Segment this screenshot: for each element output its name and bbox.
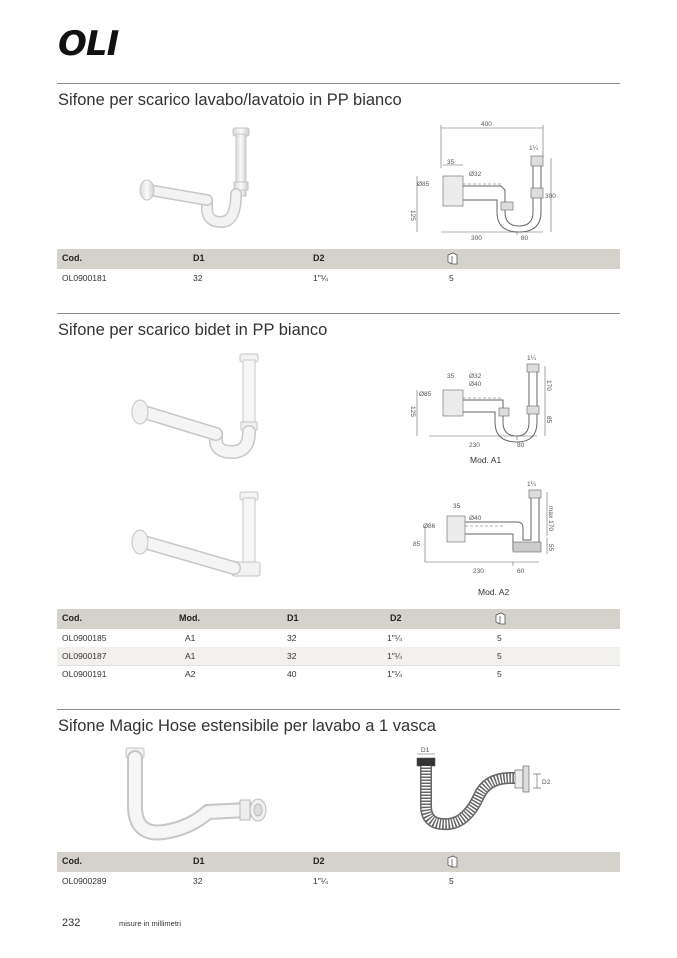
table-row xyxy=(57,647,620,666)
column-header-d1: D1 xyxy=(193,856,205,866)
svg-text:D1: D1 xyxy=(421,747,430,754)
column-header-d2: D2 xyxy=(313,856,325,866)
technical-drawing-bidet-a1 xyxy=(405,350,565,452)
svg-text:80: 80 xyxy=(521,235,529,242)
column-header-cod: Cod. xyxy=(62,613,82,623)
section-divider xyxy=(57,709,620,710)
cell-pack: 5 xyxy=(497,651,502,661)
cell-pack: 5 xyxy=(497,669,502,679)
svg-text:Ø40: Ø40 xyxy=(469,515,482,522)
pack-quantity-icon xyxy=(495,612,506,625)
svg-text:125: 125 xyxy=(409,210,416,221)
pack-quantity-icon xyxy=(447,252,458,265)
section-title: Sifone per scarico lavabo/lavatoio in PP bianco xyxy=(58,91,402,109)
svg-text:Ø85: Ø85 xyxy=(417,181,430,188)
product-image-bidet-trap-a1 xyxy=(128,352,268,460)
cell-d2: 1"¼ xyxy=(387,633,402,643)
section-title: Sifone Magic Hose estensibile per lavabo a 1 vasca xyxy=(58,717,436,735)
units-note: misure in millimetri xyxy=(119,919,182,928)
svg-text:Ø40: Ø40 xyxy=(469,381,482,388)
cell-d1: 40 xyxy=(287,669,297,679)
page-number: 232 xyxy=(62,917,81,929)
svg-text:55: 55 xyxy=(547,544,554,552)
product-image-washbasin-trap xyxy=(135,124,265,236)
cell-mod: A2 xyxy=(185,669,196,679)
svg-text:35: 35 xyxy=(447,373,455,380)
drawing-caption-a2: Mod. A2 xyxy=(478,587,510,597)
svg-text:Ø85: Ø85 xyxy=(419,391,432,398)
cell-d2: 1"¼ xyxy=(313,273,328,283)
cell-d1: 32 xyxy=(193,273,203,283)
svg-text:D2: D2 xyxy=(542,779,551,786)
svg-text:1¼: 1¼ xyxy=(529,145,539,152)
svg-text:Ø32: Ø32 xyxy=(469,171,482,178)
table-header xyxy=(57,609,620,629)
table-header xyxy=(57,852,620,872)
svg-text:125: 125 xyxy=(409,406,416,417)
column-header-d2: D2 xyxy=(313,253,325,263)
product-image-bidet-trap-a2 xyxy=(128,490,268,585)
column-header-cod: Cod. xyxy=(62,856,82,866)
brand-logo: OLI xyxy=(58,24,119,64)
table-row xyxy=(57,269,620,287)
column-header-d1: D1 xyxy=(193,253,205,263)
column-header-d1: D1 xyxy=(287,613,299,623)
cell-pack: 5 xyxy=(497,633,502,643)
cell-cod: OL0900289 xyxy=(62,876,107,886)
svg-text:230: 230 xyxy=(469,442,480,449)
pack-quantity-icon xyxy=(447,855,458,868)
table-row xyxy=(57,665,620,683)
svg-text:35: 35 xyxy=(453,503,461,510)
cell-cod: OL0900191 xyxy=(62,669,107,679)
cell-d1: 32 xyxy=(287,633,297,643)
svg-text:300: 300 xyxy=(471,235,482,242)
table-row xyxy=(57,629,620,648)
cell-cod: OL0900185 xyxy=(62,633,107,643)
svg-text:80: 80 xyxy=(517,442,525,449)
svg-text:Ø32: Ø32 xyxy=(469,373,482,380)
cell-mod: A1 xyxy=(185,633,196,643)
cell-pack: 5 xyxy=(449,876,454,886)
column-header-mod: Mod. xyxy=(179,613,200,623)
technical-drawing-magic-hose xyxy=(405,744,565,836)
cell-cod: OL0900187 xyxy=(62,651,107,661)
cell-d2: 1"¼ xyxy=(387,669,402,679)
svg-text:Ø86: Ø86 xyxy=(423,523,436,530)
column-header-d2: D2 xyxy=(390,613,402,623)
drawing-caption-a1: Mod. A1 xyxy=(470,455,502,465)
svg-text:230: 230 xyxy=(473,568,484,575)
svg-text:35: 35 xyxy=(447,159,455,166)
cell-d1: 32 xyxy=(193,876,203,886)
cell-d2: 1"¼ xyxy=(387,651,402,661)
table-header xyxy=(57,249,620,269)
svg-text:1¼: 1¼ xyxy=(527,355,537,362)
svg-text:60: 60 xyxy=(517,568,525,575)
technical-drawing-washbasin-trap xyxy=(405,118,565,243)
cell-pack: 5 xyxy=(449,273,454,283)
technical-drawing-bidet-a2 xyxy=(405,476,565,578)
section-title: Sifone per scarico bidet in PP bianco xyxy=(58,321,328,339)
svg-text:1¼: 1¼ xyxy=(527,481,537,488)
cell-cod: OL0900181 xyxy=(62,273,107,283)
section-divider xyxy=(57,83,620,84)
svg-text:85: 85 xyxy=(545,416,552,424)
section-divider xyxy=(57,313,620,314)
cell-d2: 1"¼ xyxy=(313,876,328,886)
cell-d1: 32 xyxy=(287,651,297,661)
product-image-magic-hose xyxy=(112,744,272,844)
svg-text:max 170: max 170 xyxy=(547,506,554,531)
cell-mod: A1 xyxy=(185,651,196,661)
svg-text:400: 400 xyxy=(481,121,492,128)
svg-text:300: 300 xyxy=(545,193,556,200)
column-header-cod: Cod. xyxy=(62,253,82,263)
table-row xyxy=(57,872,620,890)
svg-text:170: 170 xyxy=(545,380,552,391)
svg-text:85: 85 xyxy=(413,541,421,548)
